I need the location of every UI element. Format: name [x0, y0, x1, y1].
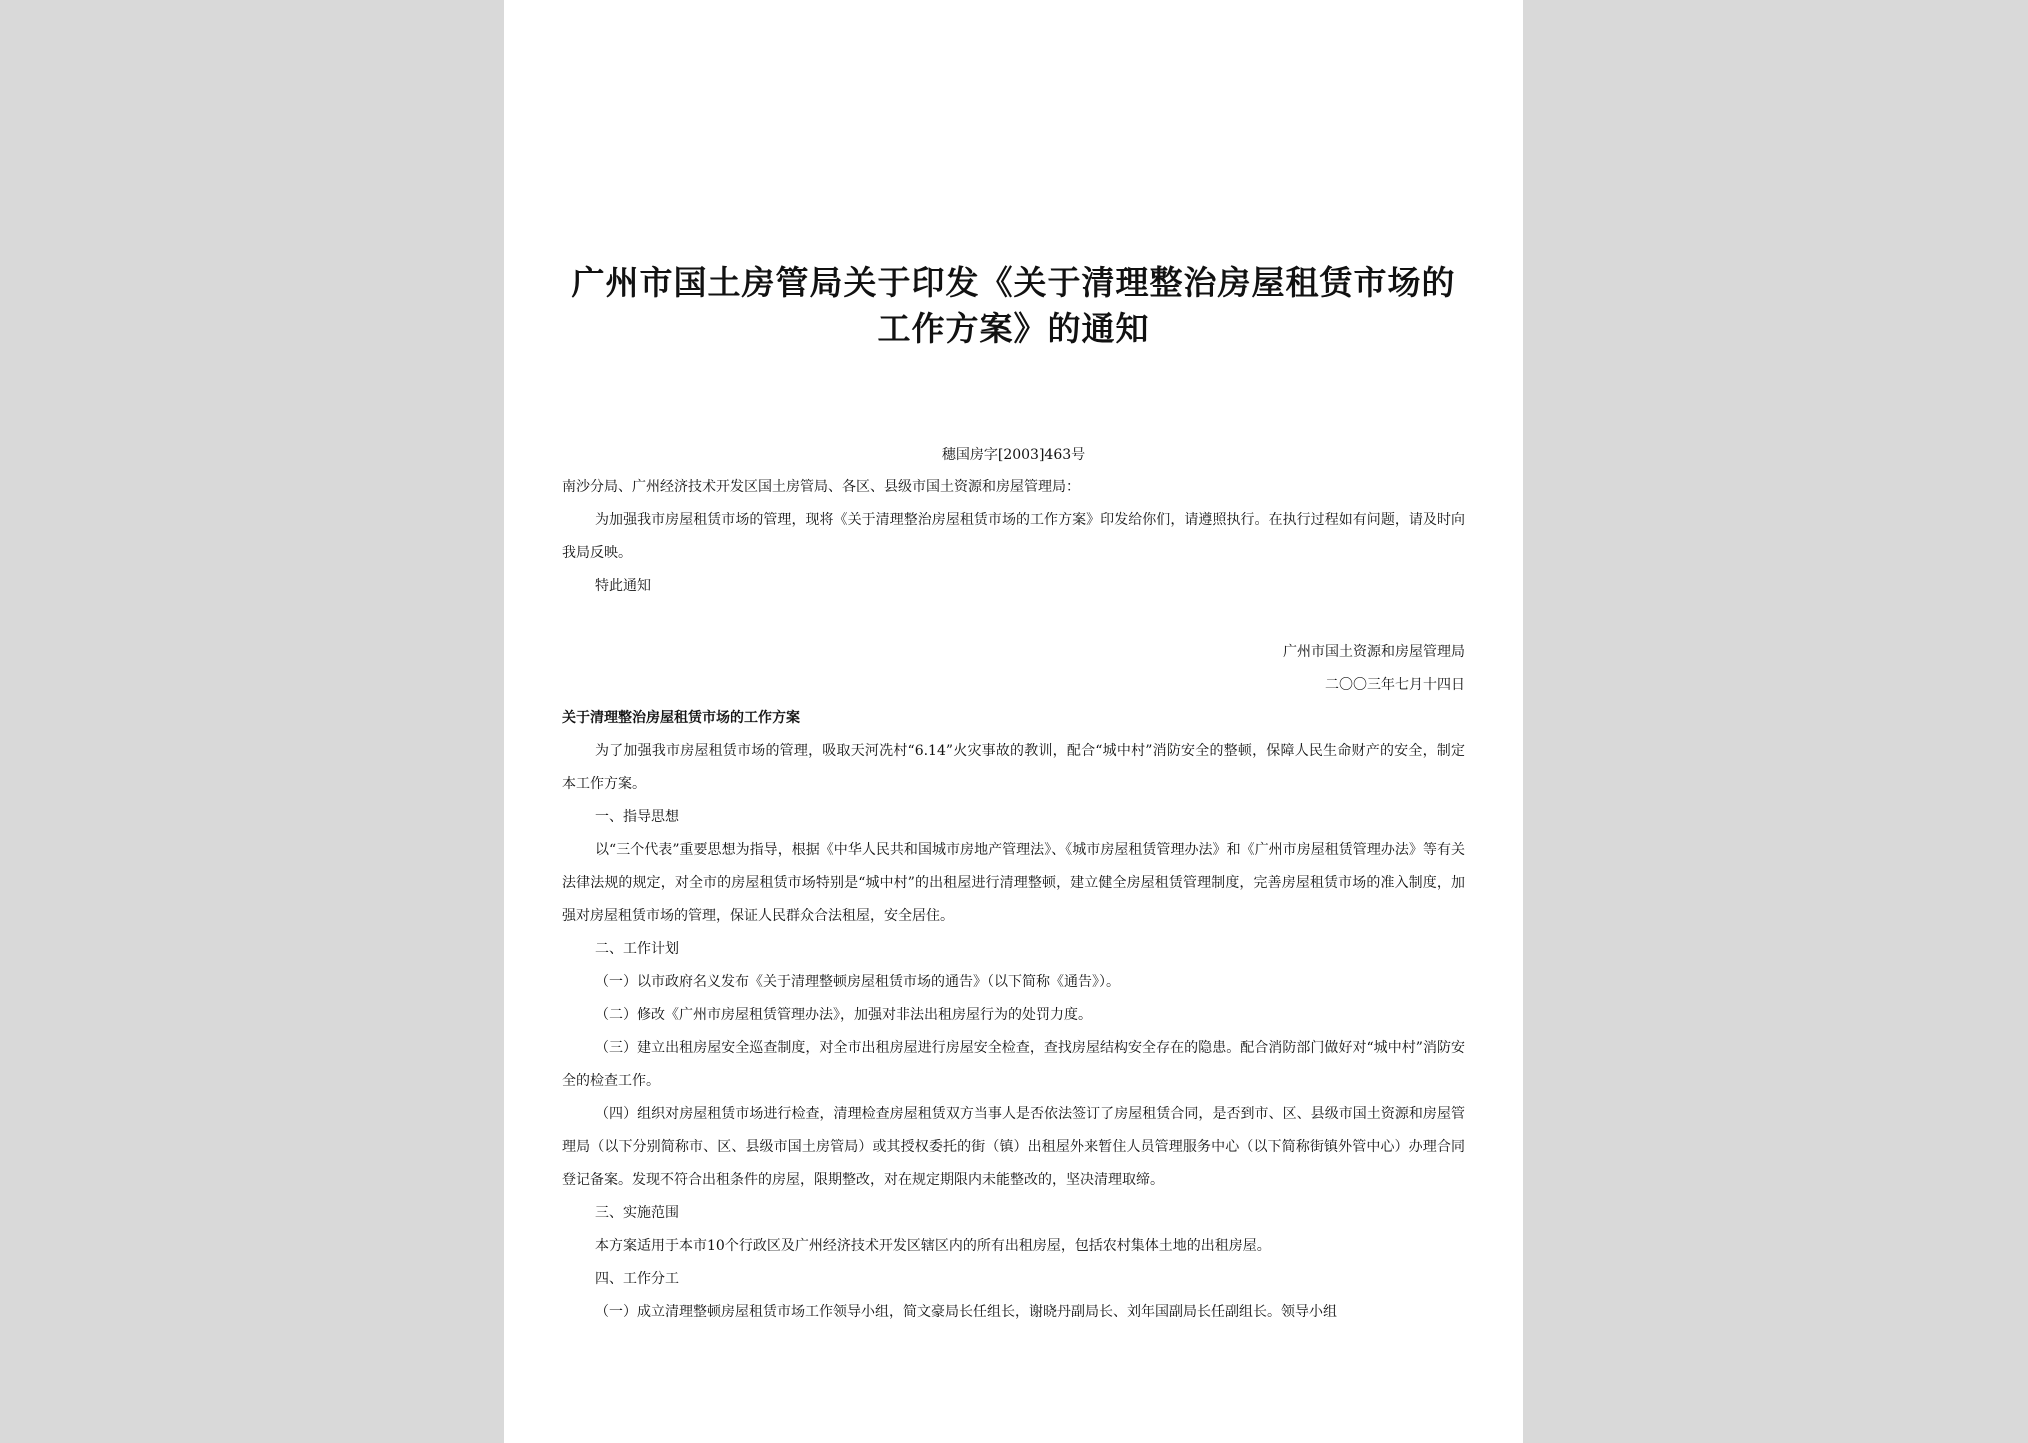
document-content — [562, 260, 1465, 1329]
plan-title: 关于清理整治房屋租赁市场的工作方案 — [562, 710, 800, 726]
section-heading: 一、指导思想 — [595, 809, 679, 825]
document-title: 广州市国土房管局关于印发《关于清理整治房屋租赁市场的工作方案》的通知 — [571, 263, 1456, 348]
issuer-name: 广州市国土资源和房屋管理局 — [1283, 644, 1465, 660]
section-heading: 二、工作计划 — [595, 941, 679, 957]
issue-date: 二〇〇三年七月十四日 — [1325, 677, 1465, 693]
signature-block — [562, 636, 1465, 702]
intro-paragraph: 为加强我市房屋租赁市场的管理，现将《关于清理整治房屋租赁市场的工作方案》印发给你们，请遵照执行。在执行过程如有问题，请及时向我局反映。 — [562, 512, 1465, 561]
section-heading: 四、工作分工 — [595, 1271, 679, 1287]
document-body — [562, 471, 1465, 1329]
plan-paragraphs — [562, 735, 1465, 1329]
recipients-line: 南沙分局、广州经济技术开发区国土房管局、各区、县级市国土资源和房屋管理局： — [562, 479, 1080, 495]
document-number: 穗国房字[2003]463号 — [941, 447, 1086, 463]
plan-paragraph: 为了加强我市房屋租赁市场的管理，吸取天河冼村“6.14”火灾事故的教训，配合“城中村”消防安全的整顿，保障人民生命财产的安全，制定本工作方案。 — [562, 743, 1465, 792]
plan-paragraph: （四）组织对房屋租赁市场进行检查，清理检查房屋租赁双方当事人是否依法签订了房屋租赁合同，是否到市、区、县级市国土资源和房屋管理局（以下分别简称市、区、县级市国土房管局）或其授权委托的街（镇）出租屋外来暂住人员管理服务中心（以下简称街镇外管中心）办理合同登记备案。发现不符合出租条件的房屋，限期整改，对在规定期限内未能整改的，坚决清理取缔。 — [562, 1106, 1465, 1188]
notice-closing: 特此通知 — [595, 578, 651, 594]
plan-paragraph: （三）建立出租房屋安全巡查制度，对全市出租房屋进行房屋安全检查，查找房屋结构安全存在的隐患。配合消防部门做好对“城中村”消防安全的检查工作。 — [562, 1040, 1465, 1089]
plan-paragraph: （一）成立清理整顿房屋租赁市场工作领导小组，简文豪局长任组长，谢晓丹副局长、刘年国副局长任副组长。领导小组 — [595, 1304, 1337, 1320]
plan-paragraph: （一）以市政府名义发布《关于清理整顿房屋租赁市场的通告》（以下简称《通告》）。 — [595, 974, 1120, 990]
document-page — [504, 0, 1523, 1443]
plan-paragraph: 本方案适用于本市10个行政区及广州经济技术开发区辖区内的所有出租房屋，包括农村集体土地的出租房屋。 — [595, 1238, 1271, 1254]
plan-paragraph: 以“三个代表”重要思想为指导，根据《中华人民共和国城市房地产管理法》、《城市房屋租赁管理办法》和《广州市房屋租赁管理办法》等有关法律法规的规定，对全市的房屋租赁市场特别是“城中村”的出租屋进行清理整顿，建立健全房屋租赁管理制度，完善房屋租赁市场的准入制度，加强对房屋租赁市场的管理，保证人民群众合法租屋，安全居住。 — [562, 842, 1465, 924]
plan-paragraph: （二）修改《广州市房屋租赁管理办法》，加强对非法出租房屋行为的处罚力度。 — [595, 1007, 1092, 1023]
section-heading: 三、实施范围 — [595, 1205, 679, 1221]
